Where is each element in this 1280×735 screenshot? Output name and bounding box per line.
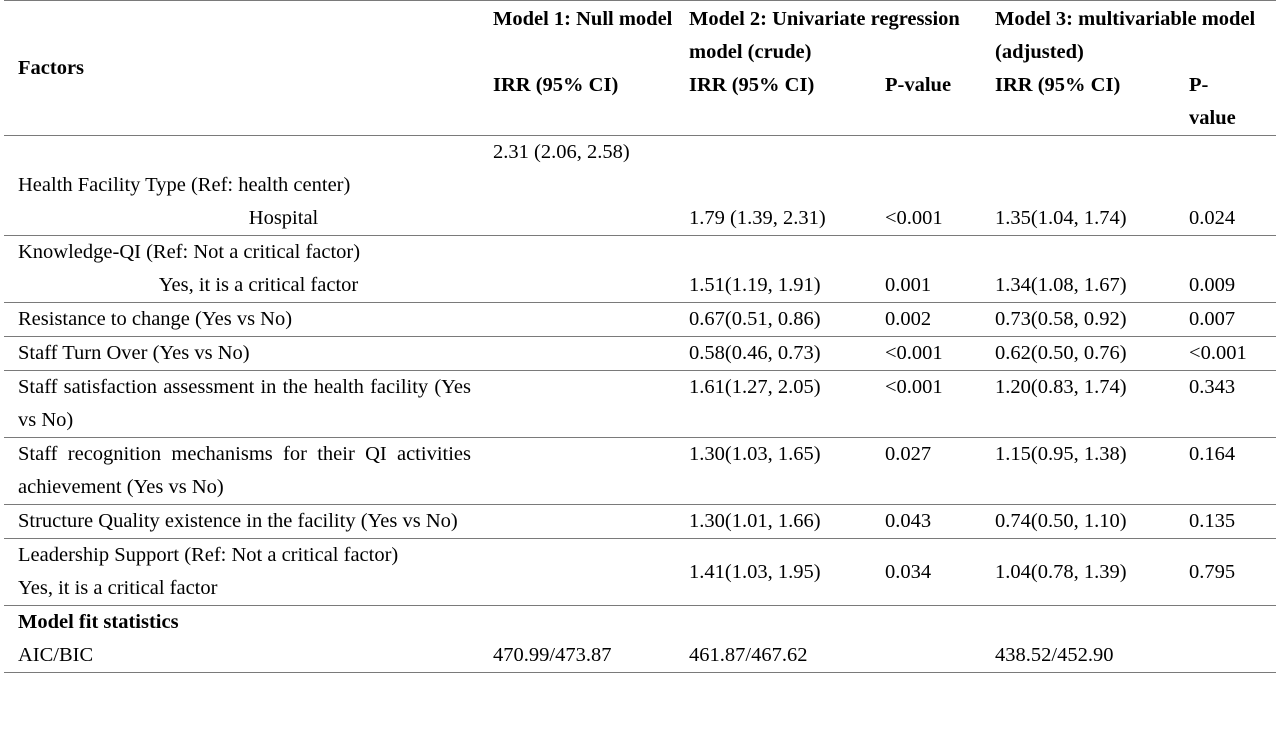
- table-row-fit-section: [4, 606, 1276, 640]
- m3-p: 0.164: [1189, 438, 1276, 505]
- table-row: [4, 269, 1276, 303]
- m3-p: 0.009: [1189, 269, 1276, 303]
- m2-irr: 0.67(0.51, 0.86): [689, 303, 885, 337]
- m3-p: 0.007: [1189, 303, 1276, 337]
- row-label: Staff satisfaction assessment in the health facility (Yes vs No): [4, 371, 493, 438]
- header-factors: Factors: [4, 1, 493, 136]
- header-model1: Model 1: Null model: [493, 1, 689, 70]
- table-row: [4, 438, 1276, 505]
- m3-irr: 0.62(0.50, 0.76): [995, 337, 1189, 371]
- row-label: Structure Quality existence in the facility (Yes vs No): [4, 505, 493, 539]
- row-label: Staff recognition mechanisms for their QI activities achievement (Yes vs No): [4, 438, 493, 505]
- m2-p: <0.001: [885, 337, 995, 371]
- m2-irr: 1.30(1.01, 1.66): [689, 505, 885, 539]
- row-sublabel: Yes, it is a critical factor: [4, 269, 493, 303]
- table-row-fit: [4, 639, 1276, 673]
- row-label: Resistance to change (Yes vs No): [4, 303, 493, 337]
- row-label: Health Facility Type (Ref: health center): [18, 174, 351, 196]
- fit-m1: 470.99/473.87: [493, 639, 689, 673]
- m3-irr: 0.74(0.50, 1.10): [995, 505, 1189, 539]
- row-sublabel: Yes, it is a critical factor: [18, 577, 218, 599]
- row-sublabel: Hospital: [4, 202, 493, 236]
- regression-table: [4, 0, 1276, 673]
- m3-p: 0.024: [1189, 202, 1276, 236]
- header-m3-irr: IRR (95% CI): [995, 69, 1189, 136]
- m3-p: <0.001: [1189, 337, 1276, 371]
- row-label: Knowledge-QI (Ref: Not a critical factor): [18, 241, 361, 263]
- fit-m3: 438.52/452.90: [995, 639, 1189, 673]
- table-row: [4, 236, 1276, 270]
- table-row: [4, 202, 1276, 236]
- m2-irr: 1.51(1.19, 1.91): [689, 269, 885, 303]
- header-m3-pvalue: P-value: [1189, 69, 1276, 136]
- row-label: Leadership Support (Ref: Not a critical factor): [18, 544, 399, 566]
- header-m1-irr: IRR (95% CI): [493, 69, 689, 136]
- m3-p: 0.795: [1189, 539, 1276, 606]
- m2-irr: 1.30(1.03, 1.65): [689, 438, 885, 505]
- fit-label: AIC/BIC: [4, 639, 493, 673]
- m3-p: 0.343: [1189, 371, 1276, 438]
- table-row: [4, 169, 1276, 202]
- header-model2: Model 2: Univariate regression model (crude): [689, 1, 995, 70]
- m3-irr: 1.34(1.08, 1.67): [995, 269, 1189, 303]
- m3-irr: 0.73(0.58, 0.92): [995, 303, 1189, 337]
- m2-p: 0.002: [885, 303, 995, 337]
- table-row: [4, 539, 1276, 606]
- m2-p: 0.043: [885, 505, 995, 539]
- m2-irr: 0.58(0.46, 0.73): [689, 337, 885, 371]
- table-row: [4, 303, 1276, 337]
- m3-irr: 1.04(0.78, 1.39): [995, 539, 1189, 606]
- m3-irr: 1.20(0.83, 1.74): [995, 371, 1189, 438]
- header-m2-pvalue: P-value: [885, 69, 995, 136]
- null-m1-irr: 2.31 (2.06, 2.58): [493, 141, 630, 163]
- table-row-null: [4, 136, 1276, 170]
- m3-irr: 1.15(0.95, 1.38): [995, 438, 1189, 505]
- table-row: [4, 337, 1276, 371]
- table-row: [4, 505, 1276, 539]
- header-row-models: [4, 1, 1276, 70]
- m2-irr: 1.61(1.27, 2.05): [689, 371, 885, 438]
- m2-p: <0.001: [885, 371, 995, 438]
- m2-p: 0.027: [885, 438, 995, 505]
- m2-irr: 1.41(1.03, 1.95): [689, 539, 885, 606]
- m3-irr: 1.35(1.04, 1.74): [995, 202, 1189, 236]
- header-model3: Model 3: multivariable model (adjusted): [995, 1, 1276, 70]
- m2-p: 0.034: [885, 539, 995, 606]
- table-row: [4, 371, 1276, 438]
- row-label-cell: [4, 539, 493, 606]
- fit-section-title: Model fit statistics: [18, 611, 179, 633]
- row-label: Staff Turn Over (Yes vs No): [4, 337, 493, 371]
- m2-irr: 1.79 (1.39, 2.31): [689, 202, 885, 236]
- m3-p: 0.135: [1189, 505, 1276, 539]
- m2-p: <0.001: [885, 202, 995, 236]
- header-m2-irr: IRR (95% CI): [689, 69, 885, 136]
- fit-m2: 461.87/467.62: [689, 639, 885, 673]
- m2-p: 0.001: [885, 269, 995, 303]
